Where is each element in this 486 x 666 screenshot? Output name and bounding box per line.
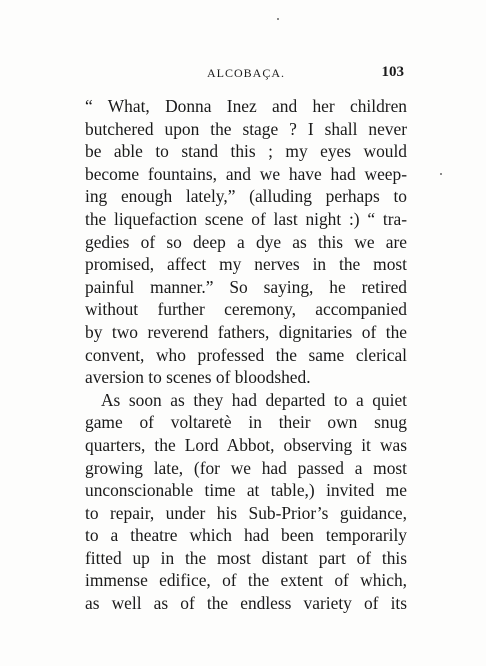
text-line: convent, who professed the same clerical xyxy=(85,344,407,365)
text-line: game of voltaretè in their own snug xyxy=(85,412,407,433)
text-line: to repair, under his Sub-Prior’s guidance, xyxy=(85,502,407,523)
text-line: become fountains, and we have had weep- xyxy=(85,163,407,184)
print-speck xyxy=(440,173,442,175)
text-line: butchered upon the stage ? I shall never xyxy=(85,118,407,139)
page-number: 103 xyxy=(381,64,404,80)
text-line: to a theatre which had been temporarily xyxy=(85,525,407,546)
text-line: “ What, Donna Inez and her children xyxy=(85,96,407,116)
text-line: quarters, the Lord Abbot, observing it was xyxy=(85,434,407,455)
text-line: immense edifice, of the extent of which, xyxy=(85,570,407,591)
text-line: promised, affect my nerves in the most xyxy=(85,254,407,275)
text-line: aversion to scenes of bloodshed. xyxy=(85,367,311,388)
text-line: growing late, (for we had passed a most xyxy=(85,457,407,478)
paragraph xyxy=(85,389,407,615)
text-line: As soon as they had departed to a quiet xyxy=(101,389,407,410)
text-line: be able to stand this ; my eyes would xyxy=(85,141,407,162)
text-line: painful manner.” So saying, he retired xyxy=(85,276,407,297)
text-line: ing enough lately,” (alluding perhaps to xyxy=(85,186,407,207)
page-header xyxy=(88,64,404,84)
print-speck xyxy=(277,18,279,20)
text-line: without further ceremony, accompanied xyxy=(85,299,407,320)
text-line: by two reverend fathers, dignitaries of the xyxy=(85,321,407,342)
text-line: gedies of so deep a dye as this we are xyxy=(85,231,407,252)
text-line: fitted up in the most distant part of this xyxy=(85,547,407,568)
text-line: unconscionable time at table,) invited me xyxy=(85,480,407,501)
body-text xyxy=(85,95,407,615)
running-title: ALCOBAÇA. xyxy=(206,66,285,80)
text-line: as well as of the endless variety of its xyxy=(85,593,407,614)
paragraph xyxy=(85,95,407,389)
text-line: the liquefaction scene of last night :) “ tra- xyxy=(85,208,407,229)
